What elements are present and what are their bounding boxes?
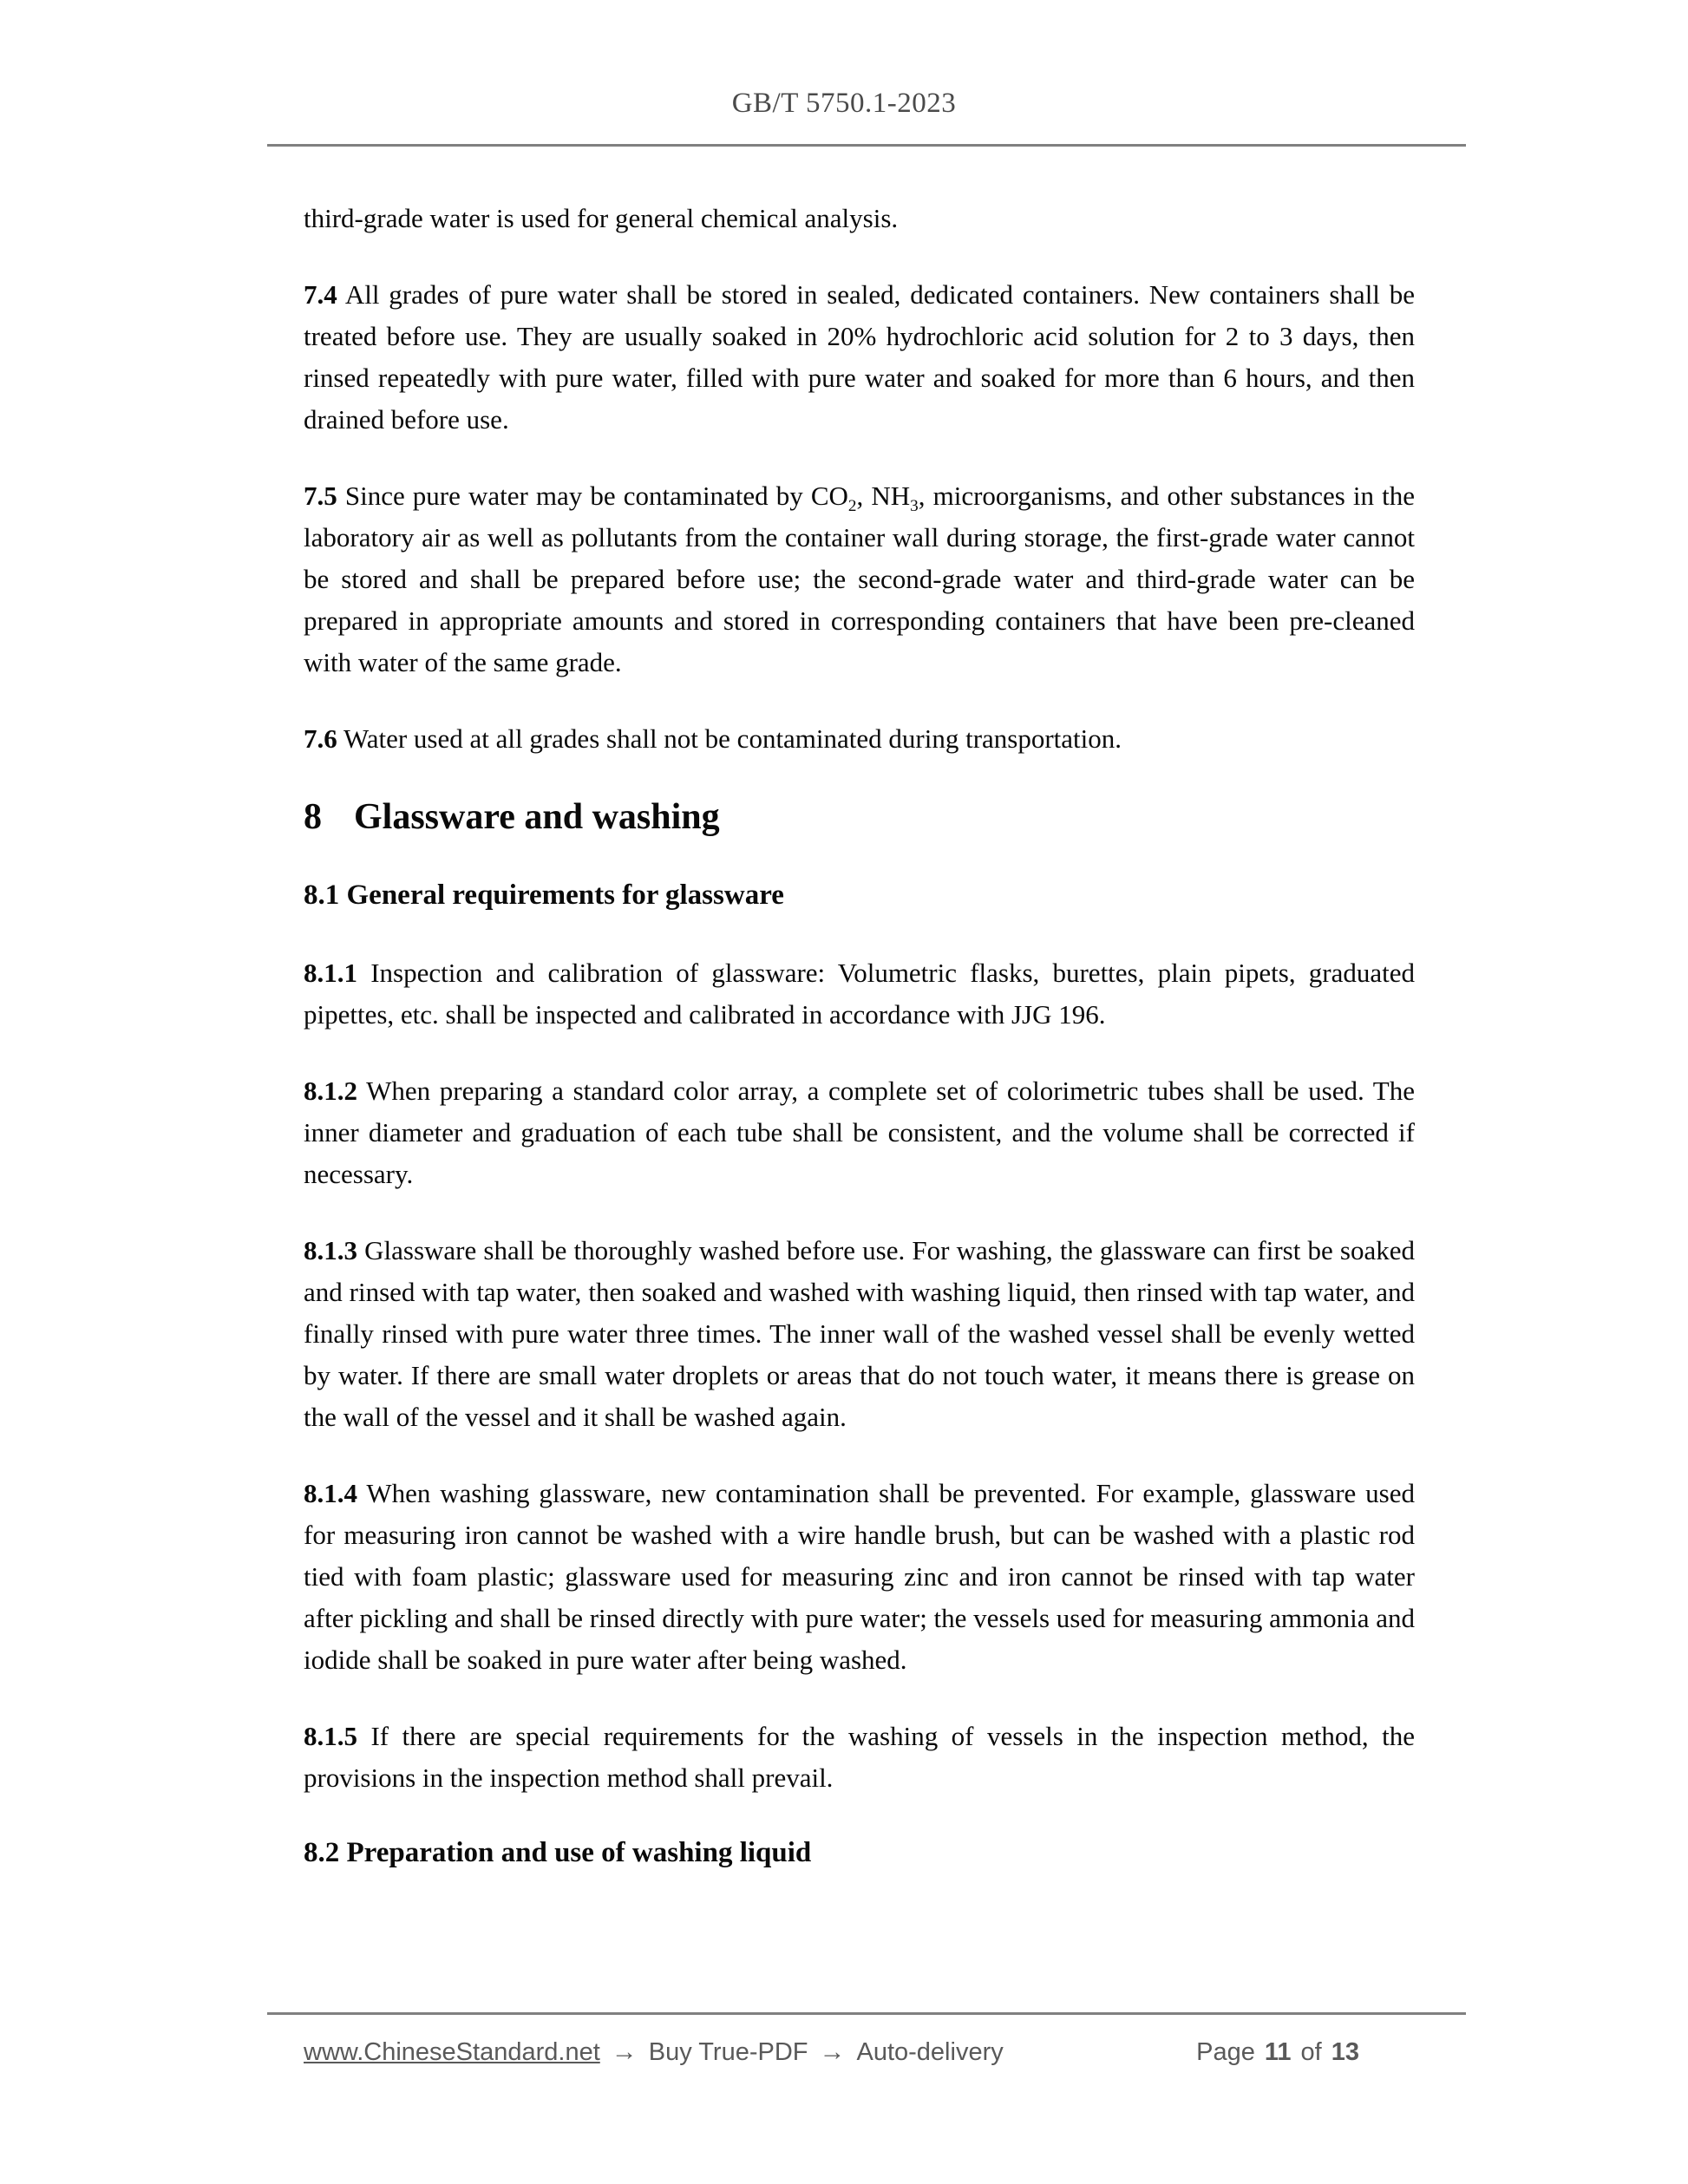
paragraph-number-label: 8.1.3 xyxy=(304,1235,357,1265)
paragraph-text: Water used at all grades shall not be contaminated during transportation. xyxy=(337,723,1122,754)
paragraph-text: third-grade water is used for general chemical analysis. xyxy=(304,203,899,233)
paragraph-number-label: 7.5 xyxy=(304,481,337,511)
section-8-number: 8 xyxy=(304,797,322,837)
paragraph-text: Inspection and calibration of glassware: Volumetric flasks, burettes, plain pipets, graduated pipettes, etc. shall be inspected and calibrated in accordance with JJG 196. xyxy=(304,958,1415,1030)
paragraph-number-label: 8.1.4 xyxy=(304,1478,357,1508)
paragraph-8-1-2 xyxy=(304,1070,1415,1195)
section-8-title: Glassware and washing xyxy=(354,797,720,837)
paragraph-number-label: 7.4 xyxy=(304,279,337,310)
page-of-label: of xyxy=(1300,2038,1322,2066)
paragraph-text: Since pure water may be contaminated by CO xyxy=(337,481,848,511)
paragraph-text: All grades of pure water shall be stored in sealed, dedicated containers. New containers shall be treated before use. They are usually soaked in 20% hydrochloric acid solution for 2 to 3 days, then rinsed repeatedly with pure water, filled with pure water and soaked for more than 6 hours, and then drained before use. xyxy=(304,279,1415,435)
paragraph-7-6 xyxy=(304,718,1415,760)
page-total-number: 13 xyxy=(1331,2038,1359,2066)
paragraph-text: , microorganisms, and other substances in the laboratory air as well as pollutants from the container wall during storage, the first-grade water cannot be stored and shall be prepared before use; the second-grade water and third-grade water can be prepared in appropriate amounts and stored in corresponding containers that have been pre-cleaned with water of the same grade. xyxy=(304,481,1415,677)
paragraph-7-4 xyxy=(304,274,1415,441)
footer-site-link[interactable]: www.ChineseStandard.net xyxy=(304,2038,600,2066)
paragraph-7-5 xyxy=(304,475,1415,683)
footer-rule xyxy=(267,2012,1466,2015)
paragraph-number-label: 8.1.2 xyxy=(304,1076,357,1106)
paragraph-8-1-4 xyxy=(304,1473,1415,1681)
subscript-text: 2 xyxy=(847,497,857,516)
paragraph-8-1-3 xyxy=(304,1230,1415,1438)
footer-breadcrumb xyxy=(304,2037,1004,2067)
page-footer xyxy=(304,2037,1359,2067)
page-label: Page xyxy=(1196,2038,1255,2066)
header-rule xyxy=(267,144,1466,147)
paragraph-text: When washing glassware, new contamination shall be prevented. For example, glassware used for measuring iron cannot be washed with a wire handle brush, but can be washed with a plastic rod tied with foam plastic; glassware used for measuring zinc and iron cannot be rinsed with tap water after pickling and shall be rinsed directly with pure water; the vessels used for measuring ammonia and iodide shall be soaked in pure water after being washed. xyxy=(304,1478,1415,1675)
arrow-right-icon: → xyxy=(819,2037,846,2066)
paragraph-number-label: 7.6 xyxy=(304,723,337,754)
page-current-number: 11 xyxy=(1264,2038,1292,2066)
page-indicator xyxy=(1196,2038,1359,2067)
paragraph-number-label: 8.1.1 xyxy=(304,958,357,988)
paragraph-text: Glassware shall be thoroughly washed before use. For washing, the glassware can first be soaked and rinsed with tap water, then soaked and washed with washing liquid, then rinsed with tap water, and finally rinsed with pure water three times. The inner wall of the washed vessel shall be evenly wetted by water. If there are small water droplets or areas that do not touch water, it means there is grease on the wall of the vessel and it shall be washed again. xyxy=(304,1235,1415,1432)
doc-number: GB/T 5750.1-2023 xyxy=(731,88,957,119)
paragraph-text: , NH xyxy=(856,481,911,511)
section-8-1-heading: 8.1 General requirements for glassware xyxy=(304,879,784,911)
paragraph-intro xyxy=(304,198,1415,239)
document-body xyxy=(304,198,1415,1910)
paragraph-number-label: 8.1.5 xyxy=(304,1721,357,1751)
paragraph-text: If there are special requirements for the washing of vessels in the inspection method, the provisions in the inspection method shall prevail. xyxy=(304,1721,1415,1793)
footer-step-auto-delivery: Auto-delivery xyxy=(856,2038,1004,2066)
footer-step-buy-pdf: Buy True-PDF xyxy=(648,2038,808,2066)
subscript-text: 3 xyxy=(910,497,919,516)
paragraph-8-1-1 xyxy=(304,952,1415,1036)
section-8-2-heading: 8.2 Preparation and use of washing liquid xyxy=(304,1837,812,1868)
page-header xyxy=(0,88,1688,120)
section-8-heading xyxy=(304,794,1415,840)
paragraph-8-1-5 xyxy=(304,1716,1415,1799)
arrow-right-icon: → xyxy=(611,2037,638,2066)
paragraph-text: When preparing a standard color array, a complete set of colorimetric tubes shall be used. The inner diameter and graduation of each tube shall be consistent, and the volume shall be corrected if necessary. xyxy=(304,1076,1415,1189)
